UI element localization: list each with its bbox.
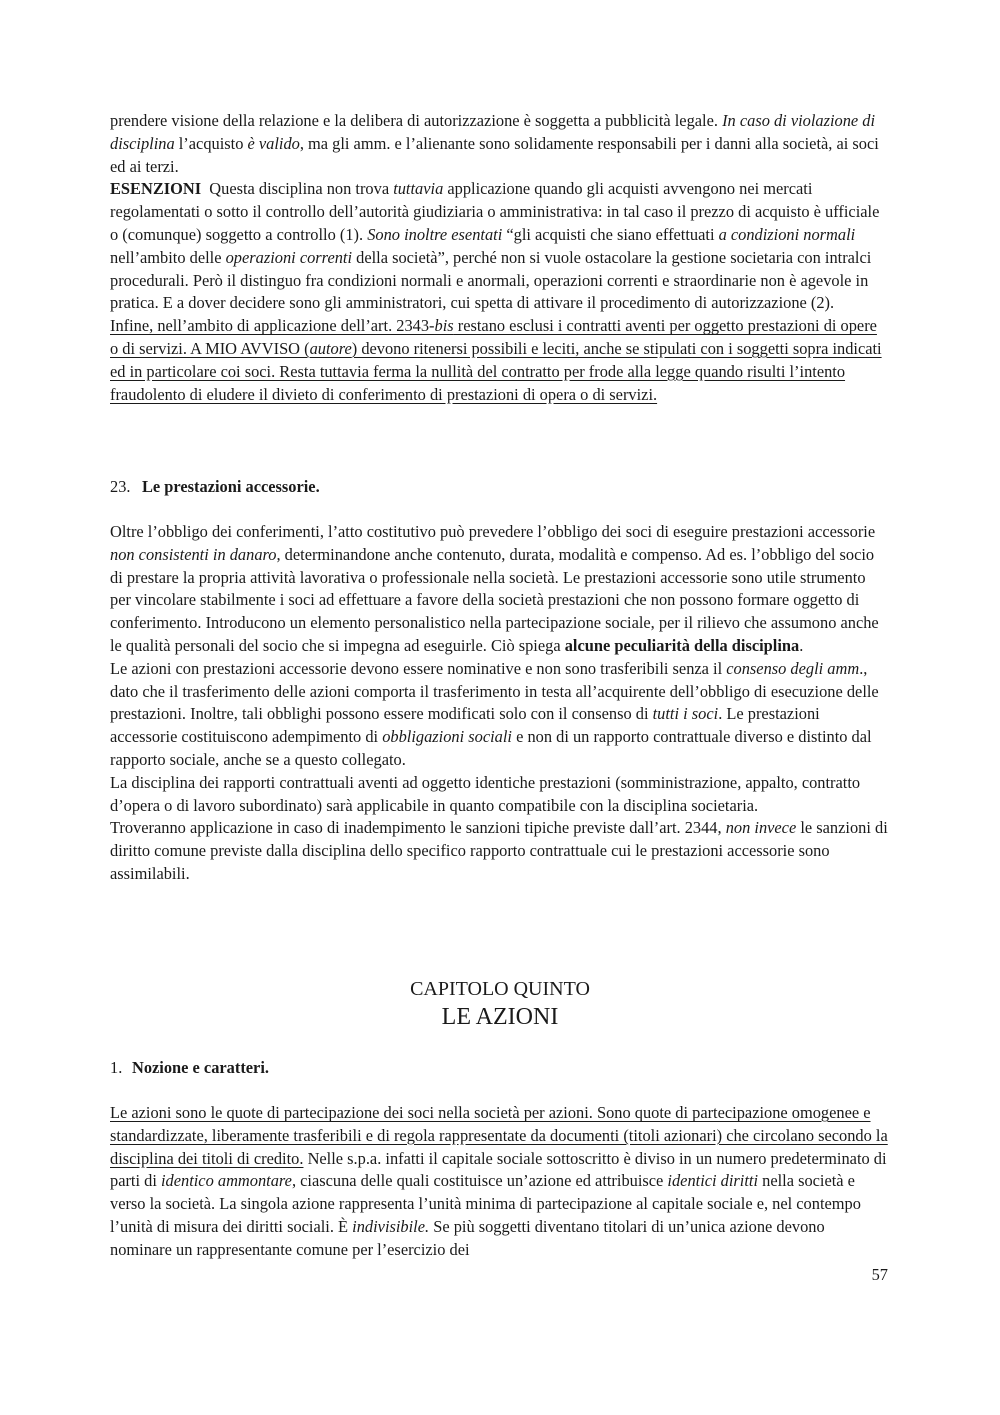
- chapter-title: LE AZIONI: [441, 1004, 559, 1030]
- section-title: Nozione e caratteri.: [132, 1058, 269, 1077]
- text: prendere visione della relazione e la delibera di autorizzazione è soggetta a pubblicità legale.: [110, 111, 723, 130]
- text: indivisibile.: [352, 1216, 430, 1236]
- page-number: 57: [871, 1265, 888, 1284]
- section-title: Le prestazioni accessorie.: [142, 477, 320, 496]
- paragraph: [110, 521, 888, 658]
- text: Sono inoltre esentati: [367, 224, 503, 244]
- text: , ciascuna delle quali costituisce un’azione ed attribuisce: [291, 1171, 668, 1191]
- text: nell’ambito delle: [110, 224, 864, 267]
- paragraph: [110, 817, 888, 885]
- text: , ma gli amm. e l’alienante sono solidamente responsabili per i danni alla società, ai soci ed ai terzi.: [110, 133, 879, 176]
- text: , determinandone anche contenuto, durata, modalità e compenso. Ad es. l’obbligo del socio di prestare la propria attività lavorativa o professionale nella società. Le prestazioni accessorie sono utile strumento per vincolare stabilmente i soci ad effettuare a favore della società prestazioni che non possono formare oggetto di conferimento. Introducono un elemento personalistico nella partecipazione sociale, per il rilievo che assumono anche le qualità personali del socio che si impegna ad eseguirle. Ciò spiega: [110, 544, 879, 655]
- text: tutti i soci: [652, 704, 719, 724]
- text: operazioni correnti: [225, 247, 353, 267]
- text: identici diritti: [667, 1171, 759, 1191]
- text: . Le prestazioni accessorie costituiscono adempimento di: [110, 704, 820, 747]
- text: .: [799, 635, 804, 655]
- text-block-exemptions: [110, 110, 888, 406]
- text-block-shares-notion: [110, 1102, 888, 1262]
- text: obbligazioni sociali: [382, 727, 512, 747]
- underlined-paragraph: [110, 315, 888, 406]
- text: Infine, nell’ambito di applicazione dell’art. 2343-: [110, 316, 435, 336]
- paragraph: [110, 658, 888, 772]
- text: ) devono ritenersi possibili e leciti, anche se stipulati con i soggetti sopra indicati ed in particolare coi soci. Resta tuttavia ferma la nullità del contratto per frode alla legge quando risulti l’intento fraudolento di eludere il divieto di conferimento di prestazioni di opera o di servizi.: [110, 338, 882, 404]
- text: Oltre l’obbligo dei conferimenti, l’atto costitutivo può prevedere l’obbligo dei soci di eseguire prestazioni accessorie: [110, 522, 876, 541]
- text: nella società e verso la società. La singola azione rappresenta l’unità minima di partecipazione al capitale sociale e, nel contempo l’unità di misura dei diritti sociali. È: [110, 1171, 861, 1236]
- paragraph: La disciplina dei rapporti contrattuali aventi ad oggetto identiche prestazioni (somministrazione, appalto, contratto d’opera o di lavoro subordinato) sarà applicabile in quanto compatibile con la disciplina societaria.: [110, 772, 861, 815]
- text: restano esclusi i contratti aventi per oggetto prestazioni di opere o di servizi. A MIO AVVISO (: [110, 316, 877, 358]
- section-heading-23: [110, 476, 888, 499]
- paragraph: [110, 1102, 888, 1262]
- text: è valido: [247, 133, 300, 153]
- paragraph: [110, 110, 888, 178]
- text: tuttavia: [393, 179, 444, 199]
- text: consenso degli amm: [726, 658, 860, 678]
- text: le sanzioni di diritto comune previste dalla disciplina dello specifico rapporto contrattuale cui le prestazioni accessorie sono assimilabili.: [110, 818, 888, 883]
- section-heading-1: [110, 1057, 888, 1080]
- text: In caso di violazione di disciplina: [110, 111, 876, 153]
- chapter-label: CAPITOLO QUINTO: [410, 978, 590, 1000]
- text: identico ammontare: [160, 1171, 292, 1191]
- text: alcune peculiarità della disciplina: [564, 635, 800, 655]
- text: non invece: [725, 818, 797, 838]
- chapter-heading: [0, 976, 1000, 1032]
- text: bis: [434, 316, 454, 336]
- underlined-text: Le azioni sono le quote di partecipazione dei soci nella società per azioni. Sono quote di partecipazione omogenee e standardizzate, liberamente trasferibili e di regola rappresentate da documenti (titoli azionari) che circolano secondo la disciplina dei titoli di credito.: [110, 1103, 888, 1168]
- section-number: 23.: [110, 477, 131, 496]
- text-block-accessory-services: [110, 521, 888, 886]
- text: Nelle s.p.a. infatti il capitale sociale sottoscritto è diviso in un numero predeterminato di parti di: [110, 1148, 887, 1191]
- bold-label: ESENZIONI: [110, 179, 202, 199]
- text: a condizioni normali: [718, 224, 856, 244]
- text: della società”, perché non si vuole ostacolare la gestione societaria con intralci procedurali. Però il distinguo fra condizioni normali e anormali, operazioni correnti e straordinarie non è agevole in pratica. E a dover decidere sono gli amministratori, cui spetta di attivare il procedimento di autorizzazione (2).: [110, 247, 872, 313]
- text: Questa disciplina non trova: [201, 179, 394, 199]
- section-number: 1.: [110, 1058, 123, 1077]
- text: l’acquisto: [174, 133, 248, 153]
- text: “gli acquisti che siano effettuati: [502, 224, 719, 244]
- text: Le azioni con prestazioni accessorie devono essere nominative e non sono trasferibili senza il: [110, 658, 727, 678]
- text: e non di un rapporto contrattuale diverso e distinto dal rapporto sociale, anche se a questo collegato.: [110, 727, 872, 769]
- text: ., dato che il trasferimento delle azioni comporta il trasferimento in testa all’acquirente dell’obbligo di esecuzione delle prestazioni. Inoltre, tali obblighi possono essere modificati solo con il consenso di: [110, 658, 879, 724]
- text: autore: [309, 338, 352, 358]
- text: non consistenti in danaro: [110, 544, 277, 564]
- text: applicazione quando gli acquisti avvengono nei mercati regolamentati o sotto il controllo dell’autorità giudiziaria o amministrativa: in tal caso il prezzo di acquisto è ufficiale o (comunque) soggetto a controllo (1).: [110, 179, 880, 244]
- paragraph: [110, 178, 888, 315]
- text: Troveranno applicazione in caso di inadempimento le sanzioni tipiche previste dall’art. 2344,: [110, 818, 726, 838]
- text: Se più soggetti diventano titolari di un’unica azione devono nominare un rappresentante comune per l’esercizio dei: [110, 1216, 825, 1259]
